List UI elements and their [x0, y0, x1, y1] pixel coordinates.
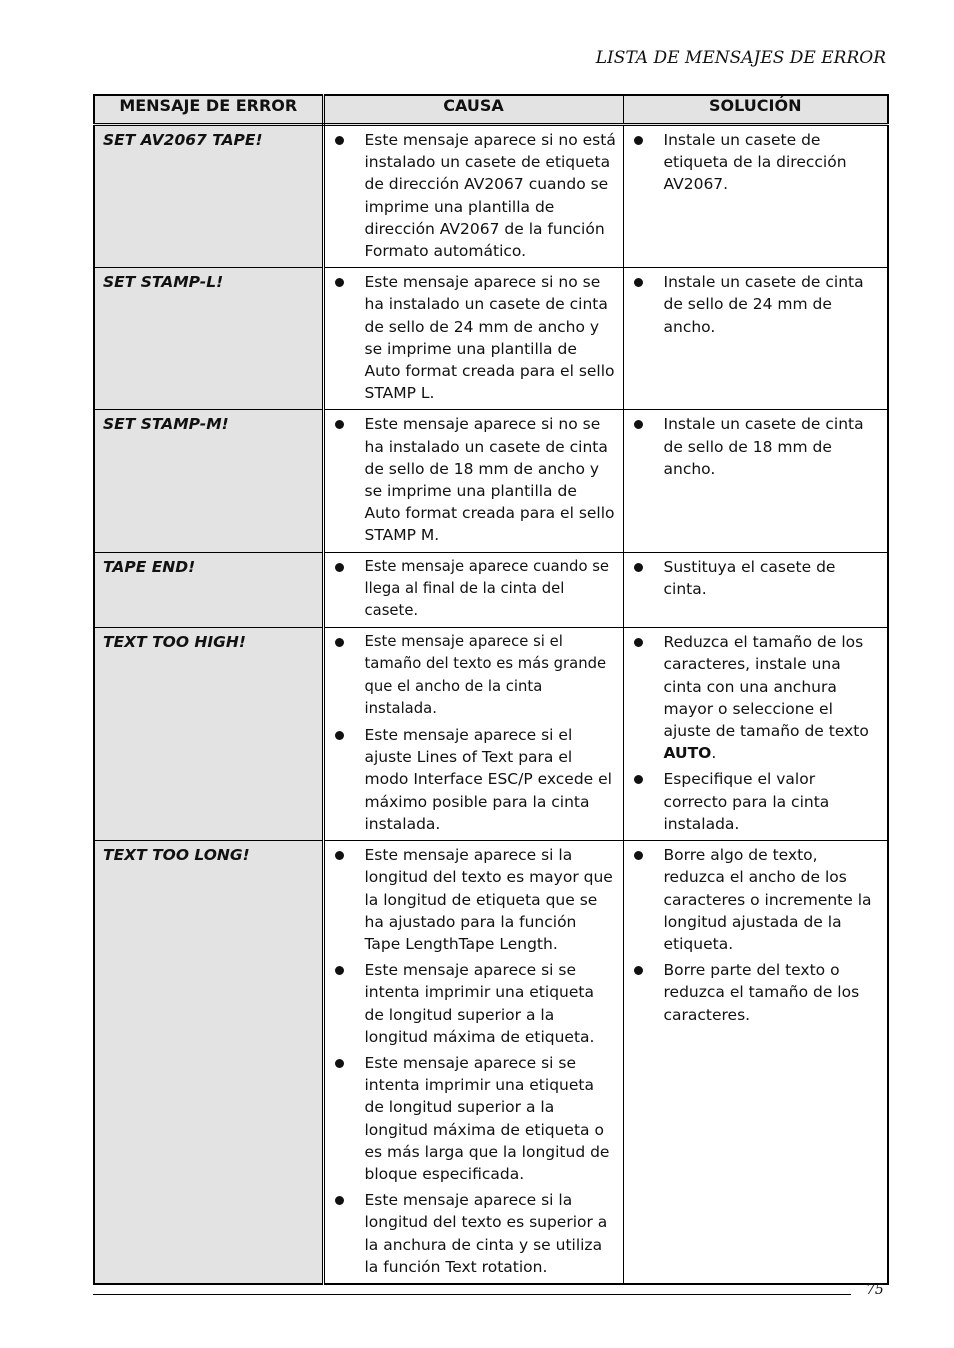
solution-cell	[623, 628, 888, 841]
error-message: TEXT TOO LONG!	[94, 841, 323, 1284]
solution-item: Instale un casete de etiqueta de la dirección AV2067.	[630, 129, 882, 196]
solution-item: Especifique el valor correcto para la cinta instalada.	[630, 768, 882, 835]
error-message: SET STAMP-M!	[94, 410, 323, 552]
header-solution: SOLUCIÓN	[623, 95, 888, 125]
solution-text-end: .	[711, 744, 717, 763]
solution-item: Sustituya el casete de cinta.	[630, 556, 882, 600]
table-row	[94, 268, 888, 410]
cause-cell	[323, 841, 623, 1284]
cause-item: Este mensaje aparece si no se ha instalado un casete de cinta de sello de 24 mm de ancho y se imprime una plantilla de Auto format creada para el sello STAMP L.	[331, 271, 617, 404]
page-header-title: LISTA DE MENSAJES DE ERROR	[595, 48, 886, 68]
cause-item: Este mensaje aparece si el tamaño del texto es más grande que el ancho de la cinta instalada.	[331, 631, 617, 720]
solution-cell	[623, 552, 888, 628]
header-cause: CAUSA	[323, 95, 623, 125]
table-header-row	[94, 95, 888, 125]
error-message: TEXT TOO HIGH!	[94, 628, 323, 841]
cause-item: Este mensaje aparece si la longitud del texto es superior a la anchura de cinta y se utiliza la función Text rotation.	[331, 1189, 617, 1278]
error-message: TAPE END!	[94, 552, 323, 628]
solution-cell	[623, 410, 888, 552]
cause-item: Este mensaje aparece si el ajuste Lines of Text para el modo Interface ESC/P excede el máximo posible para la cinta instalada.	[331, 724, 617, 835]
cause-cell	[323, 410, 623, 552]
footer-rule	[93, 1294, 851, 1295]
cause-item: Este mensaje aparece si se intenta imprimir una etiqueta de longitud superior a la longitud máxima de etiqueta.	[331, 959, 617, 1048]
table-row	[94, 841, 888, 1284]
table-row	[94, 628, 888, 841]
header-message: MENSAJE DE ERROR	[94, 95, 323, 125]
cause-item: Este mensaje aparece si no se ha instalado un casete de cinta de sello de 18 mm de ancho y se imprime una plantilla de Auto format creada para el sello STAMP M.	[331, 413, 617, 546]
cause-item: Este mensaje aparece si la longitud del texto es mayor que la longitud de etiqueta que se ha ajustado para la función Tape LengthTape Length.	[331, 844, 617, 955]
cause-item: Este mensaje aparece si no está instalado un casete de etiqueta de dirección AV2067 cuando se imprime una plantilla de dirección AV2067 de la función Formato automático.	[331, 129, 617, 262]
solution-cell	[623, 125, 888, 268]
solution-item: Instale un casete de cinta de sello de 18 mm de ancho.	[630, 413, 882, 480]
table-row	[94, 125, 888, 268]
solution-cell	[623, 841, 888, 1284]
error-message-table	[93, 94, 889, 1285]
cause-cell	[323, 628, 623, 841]
auto-setting-label: AUTO	[663, 744, 712, 763]
cause-item: Este mensaje aparece cuando se llega al final de la cinta del casete.	[331, 556, 617, 623]
solution-text: Reduzca el tamaño de los caracteres, instale una cinta con una anchura mayor o seleccione el ajuste de tamaño de texto	[663, 633, 869, 741]
error-message: SET AV2067 TAPE!	[94, 125, 323, 268]
table-row	[94, 410, 888, 552]
cause-cell	[323, 268, 623, 410]
page-number: 75	[866, 1282, 884, 1298]
solution-item: Borre parte del texto o reduzca el tamaño de los caracteres.	[630, 959, 882, 1026]
cause-cell	[323, 552, 623, 628]
solution-cell	[623, 268, 888, 410]
error-message: SET STAMP-L!	[94, 268, 323, 410]
solution-item: Instale un casete de cinta de sello de 24 mm de ancho.	[630, 271, 882, 338]
cause-item: Este mensaje aparece si se intenta imprimir una etiqueta de longitud superior a la longitud máxima de etiqueta o es más larga que la longitud de bloque especificada.	[331, 1052, 617, 1185]
cause-cell	[323, 125, 623, 268]
solution-item: Borre algo de texto, reduzca el ancho de los caracteres o incremente la longitud ajustada de la etiqueta.	[630, 844, 882, 955]
solution-item	[630, 631, 882, 764]
table-row	[94, 552, 888, 628]
